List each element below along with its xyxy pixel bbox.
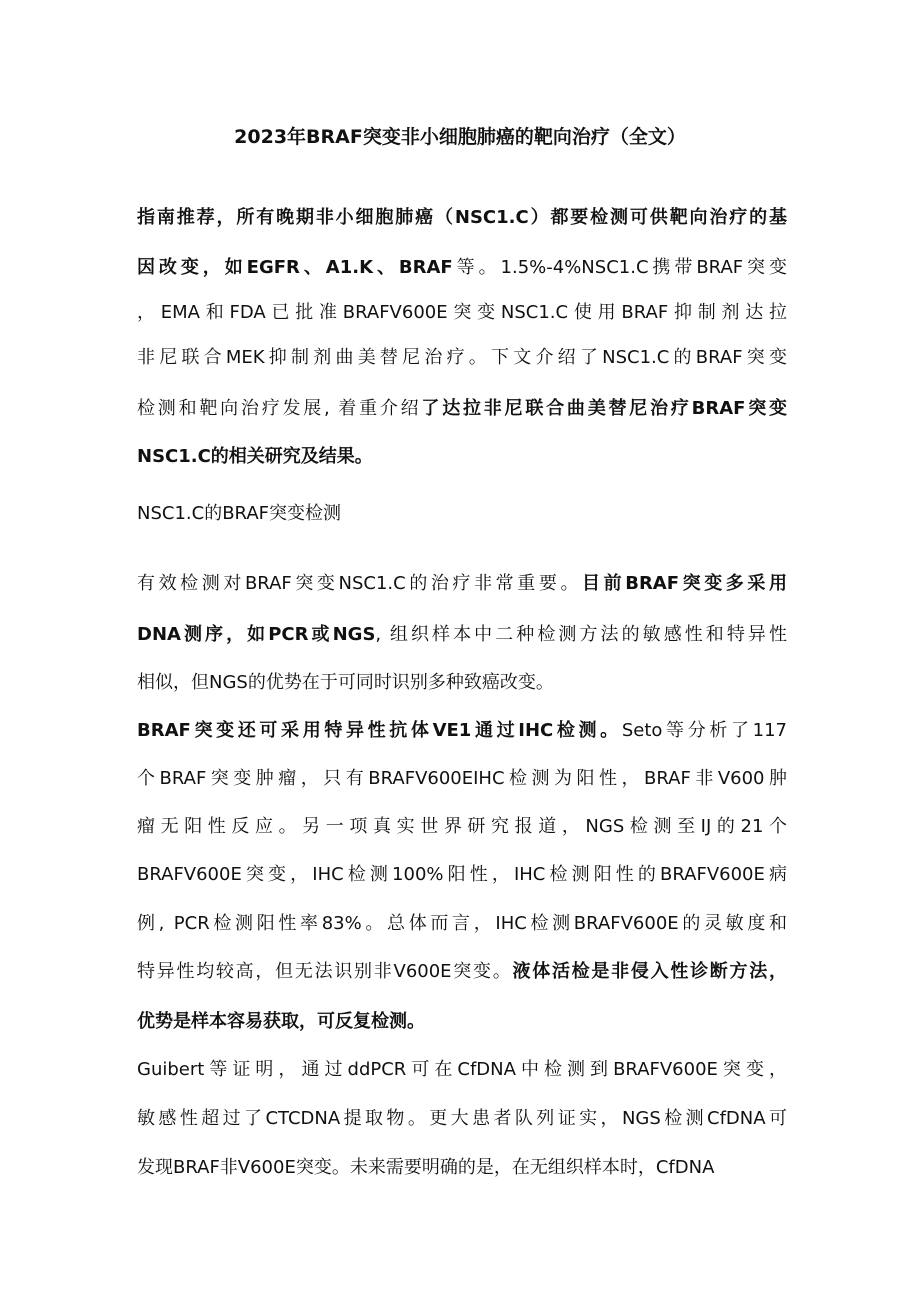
text-line bbox=[137, 1007, 787, 1037]
text-segment: ，EMA和FDA已批准BRAFV600E突变NSC1.C使用BRAF抑制剂达拉 bbox=[137, 302, 787, 323]
text-segment: 例, PCR检测阳性率83%。总体而言，IHC检测BRAFV600E的灵敏度和 bbox=[137, 913, 787, 934]
text-segment: NSC1.C的BRAF突变检测 bbox=[137, 503, 341, 524]
bold-text-segment: 液体活检是非侵入性诊断方法， bbox=[512, 961, 787, 982]
text-segment: 瘤无阳性反应。另一项真实世界研究报道，NGS检测至IJ的21个 bbox=[137, 816, 787, 837]
text-line bbox=[137, 812, 787, 842]
text-line bbox=[137, 394, 787, 424]
text-line bbox=[137, 1104, 787, 1134]
text-segment: 敏感性超过了CTCDNA提取物。更大患者队列证实，NGS检测CfDNA可 bbox=[137, 1108, 787, 1129]
text-line bbox=[137, 442, 787, 472]
text-line bbox=[137, 203, 787, 233]
text-line bbox=[137, 1055, 787, 1085]
text-segment: Guibert等证明，通过ddPCR可在CfDNA中检测到BRAFV600E突变， bbox=[137, 1059, 787, 1080]
text-segment: 非尼联合MEK抑制剂曲美替尼治疗。下文介绍了NSC1.C的BRAF突变 bbox=[137, 347, 787, 368]
bold-text-segment: BRAF突变还可采用特异性抗体VE1通过IHC检测。 bbox=[137, 720, 622, 741]
text-segment: 特异性均较高，但无法识别非V600E突变。 bbox=[137, 961, 513, 982]
text-segment: BRAFV600E突变，IHC检测100%阳性，IHC检测阳性的BRAFV600E病 bbox=[137, 864, 787, 885]
bold-text-segment: 目前BRAF突变多采用 bbox=[582, 573, 787, 594]
bold-text-segment: 优势是样本容易获取，可反复检测。 bbox=[137, 1011, 425, 1032]
text-line bbox=[137, 499, 787, 529]
text-line bbox=[137, 764, 787, 794]
text-segment: 相似，但NGS的优势在于可同时识别多种致癌改变。 bbox=[137, 672, 554, 693]
text-line bbox=[137, 860, 787, 890]
bold-text-segment: 因改变，如EGFR、A1.K、BRAF bbox=[137, 257, 453, 278]
bold-text-segment: NSC1.C的相关研究及结果。 bbox=[137, 446, 373, 467]
bold-text-segment: 指南推荐，所有晚期非小细胞肺癌（NSC1.C）都要检测可供靶向治疗的基 bbox=[137, 207, 787, 228]
text-segment: Seto等分析了117 bbox=[621, 720, 787, 741]
text-line bbox=[137, 716, 787, 746]
text-line bbox=[137, 253, 787, 283]
text-line bbox=[137, 343, 787, 373]
document-title: 2023年BRAF突变非小细胞肺癌的靶向治疗（全文） bbox=[234, 126, 686, 148]
text-line bbox=[137, 298, 787, 328]
text-segment: 有效检测对BRAF突变NSC1.C的治疗非常重要。 bbox=[137, 573, 583, 594]
text-line bbox=[137, 1153, 787, 1183]
text-segment: 检测和靶向治疗发展, 着重介绍 bbox=[137, 398, 422, 419]
bold-text-segment: DNA测序，如PCR或NGS bbox=[137, 624, 376, 645]
text-line bbox=[137, 620, 787, 650]
text-line bbox=[137, 957, 787, 987]
text-segment: 发现BRAF非V600E突变。未来需要明确的是，在无组织样本时，CfDNA bbox=[137, 1157, 715, 1178]
text-line bbox=[137, 909, 787, 939]
text-line bbox=[137, 569, 787, 599]
text-line bbox=[137, 668, 787, 698]
bold-text-segment: 了达拉非尼联合曲美替尼治疗BRAF突变 bbox=[421, 398, 787, 419]
text-segment: 等。1.5%-4%NSC1.C携带BRAF突变 bbox=[452, 257, 787, 278]
text-segment: , 组织样本中二种检测方法的敏感性和特异性 bbox=[375, 624, 787, 645]
text-segment: 个BRAF突变肿瘤，只有BRAFV600EIHC检测为阳性，BRAF非V600肿 bbox=[137, 768, 787, 789]
